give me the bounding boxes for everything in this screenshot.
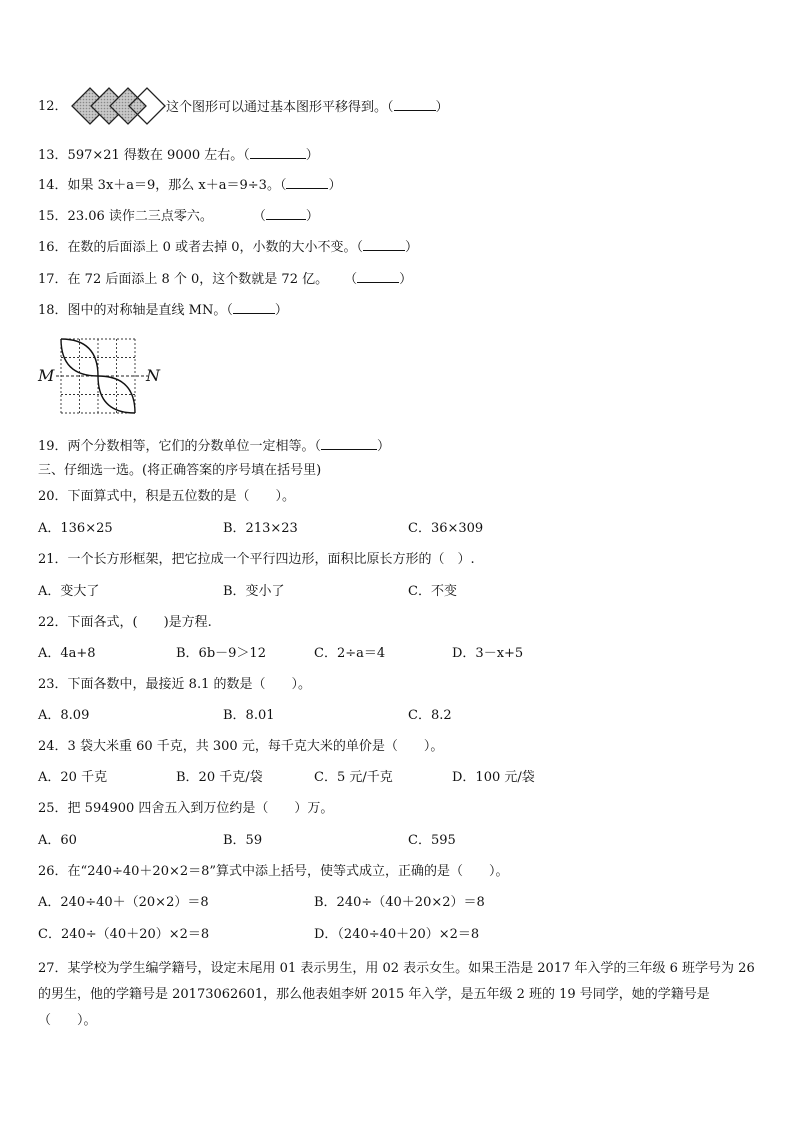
q16-answer-blank[interactable] bbox=[363, 238, 405, 251]
q24-option-b[interactable]: B．20 千克/袋 bbox=[176, 770, 263, 785]
q18-close: ） bbox=[274, 303, 288, 318]
q17-answer-blank[interactable] bbox=[357, 270, 399, 283]
q15-line bbox=[38, 207, 319, 226]
q18-text: 18．图中的对称轴是直线 MN。（ bbox=[38, 303, 233, 318]
translated-squares-figure bbox=[70, 86, 166, 126]
q20-option-a[interactable]: A．136×25 bbox=[38, 521, 113, 536]
q23-option-c[interactable]: C．8.2 bbox=[408, 708, 452, 723]
q17-line bbox=[38, 270, 412, 289]
q15-text: 15．23.06 读作二三点零六。 bbox=[38, 209, 213, 224]
q13-text: 13．597×21 得数在 9000 左右。（ bbox=[38, 148, 250, 163]
q12-text: 这个图形可以通过基本图形平移得到。（ bbox=[166, 100, 394, 115]
q15-answer-blank[interactable] bbox=[266, 207, 306, 220]
q25-stem: 25．把 594900 四舍五入到万位约是（ ）万。 bbox=[38, 801, 334, 816]
q20-stem: 20．下面算式中，积是五位数的是（ ）。 bbox=[38, 489, 296, 504]
q13-answer-blank[interactable] bbox=[250, 146, 306, 159]
q15-close: ） bbox=[305, 209, 319, 224]
q20-option-b[interactable]: B．213×23 bbox=[223, 521, 298, 536]
q26-stem: 26．在“240÷40＋20×2＝8”算式中添上括号，使等式成立，正确的是（ ）。 bbox=[38, 864, 509, 879]
q15-open: （ bbox=[252, 209, 266, 224]
q18-line bbox=[38, 301, 288, 320]
q22-option-c[interactable]: C．2÷a＝4 bbox=[314, 646, 386, 661]
q24-option-c[interactable]: C．5 元/千克 bbox=[314, 770, 393, 785]
point-m-label: M bbox=[38, 366, 55, 385]
point-n-label: N bbox=[146, 366, 160, 385]
q21-option-b[interactable]: B．变小了 bbox=[223, 584, 285, 599]
q16-close: ） bbox=[404, 240, 418, 255]
q16-text: 16．在数的后面添上 0 或者去掉 0，小数的大小不变。（ bbox=[38, 240, 363, 255]
q17-text: 17．在 72 后面添上 8 个 0，这个数就是 72 亿。 bbox=[38, 272, 329, 287]
q19-close: ） bbox=[377, 439, 391, 454]
q25-option-a[interactable]: A．60 bbox=[38, 833, 77, 848]
q26-option-c[interactable]: C．240÷（40＋20）×2＝8 bbox=[38, 927, 210, 942]
q21-option-a[interactable]: A．变大了 bbox=[38, 584, 100, 599]
q27-stem: 27．某学校为学生编学籍号，设定末尾用 01 表示男生，用 02 表示女生。如果王浩是 2017 年入学的三年级 6 班学号为 26 的男生，他的学籍号是 20173062601，那么他表姐李妍 2015 年入学，是五年级 2 班的 19 号同学，她的学籍号是（ ）。 bbox=[38, 961, 755, 1028]
q21-option-c[interactable]: C．不变 bbox=[408, 584, 457, 599]
q25-option-b[interactable]: B．59 bbox=[223, 833, 263, 848]
q14-text: 14．如果 3x＋a＝9，那么 x＋a＝9÷3。（ bbox=[38, 178, 287, 193]
q26-option-a[interactable]: A．240÷40＋（20×2）＝8 bbox=[38, 895, 209, 910]
q22-option-a[interactable]: A．4a+8 bbox=[38, 646, 96, 661]
q22-option-d[interactable]: D．3－x+5 bbox=[452, 646, 524, 661]
q23-stem: 23．下面各数中，最接近 8.1 的数是（ ）。 bbox=[38, 677, 311, 692]
q12-close: ） bbox=[435, 100, 449, 115]
q20-option-c[interactable]: C．36×309 bbox=[408, 521, 484, 536]
q21-stem: 21．一个长方形框架，把它拉成一个平行四边形，面积比原长方形的（ ）. bbox=[38, 552, 475, 567]
q12-line bbox=[166, 98, 449, 117]
q22-stem: 22．下面各式，( )是方程. bbox=[38, 615, 212, 630]
q13-line bbox=[38, 146, 319, 165]
symmetry-grid-figure bbox=[56, 336, 156, 416]
q24-option-d[interactable]: D．100 元/袋 bbox=[452, 770, 535, 785]
q17-open: （ bbox=[344, 272, 358, 287]
section-three-heading: 三、仔细选一选。(将正确答案的序号填在括号里) bbox=[38, 463, 322, 478]
q12-number: 12． bbox=[38, 99, 68, 114]
q26-option-d[interactable]: D．（240÷40＋20）×2＝8 bbox=[314, 927, 480, 942]
q24-stem: 24．3 袋大米重 60 千克，共 300 元，每千克大米的单价是（ ）。 bbox=[38, 739, 444, 754]
q19-text: 19．两个分数相等，它们的分数单位一定相等。（ bbox=[38, 439, 322, 454]
q23-option-a[interactable]: A．8.09 bbox=[38, 708, 90, 723]
q25-option-c[interactable]: C．595 bbox=[408, 833, 456, 848]
q12-answer-blank[interactable] bbox=[394, 98, 436, 111]
q24-option-a[interactable]: A．20 千克 bbox=[38, 770, 108, 785]
q14-close: ） bbox=[328, 178, 342, 193]
q23-option-b[interactable]: B．8.01 bbox=[223, 708, 275, 723]
q19-answer-blank[interactable] bbox=[321, 437, 377, 450]
q17-close: ） bbox=[399, 272, 413, 287]
q14-line bbox=[38, 176, 341, 195]
q19-line bbox=[38, 437, 390, 456]
q18-answer-blank[interactable] bbox=[233, 301, 275, 314]
q22-option-b[interactable]: B．6b－9＞12 bbox=[176, 646, 266, 661]
q14-answer-blank[interactable] bbox=[286, 176, 328, 189]
q13-close: ） bbox=[305, 148, 319, 163]
q26-option-b[interactable]: B．240÷（40＋20×2）＝8 bbox=[314, 895, 485, 910]
q16-line bbox=[38, 238, 418, 257]
